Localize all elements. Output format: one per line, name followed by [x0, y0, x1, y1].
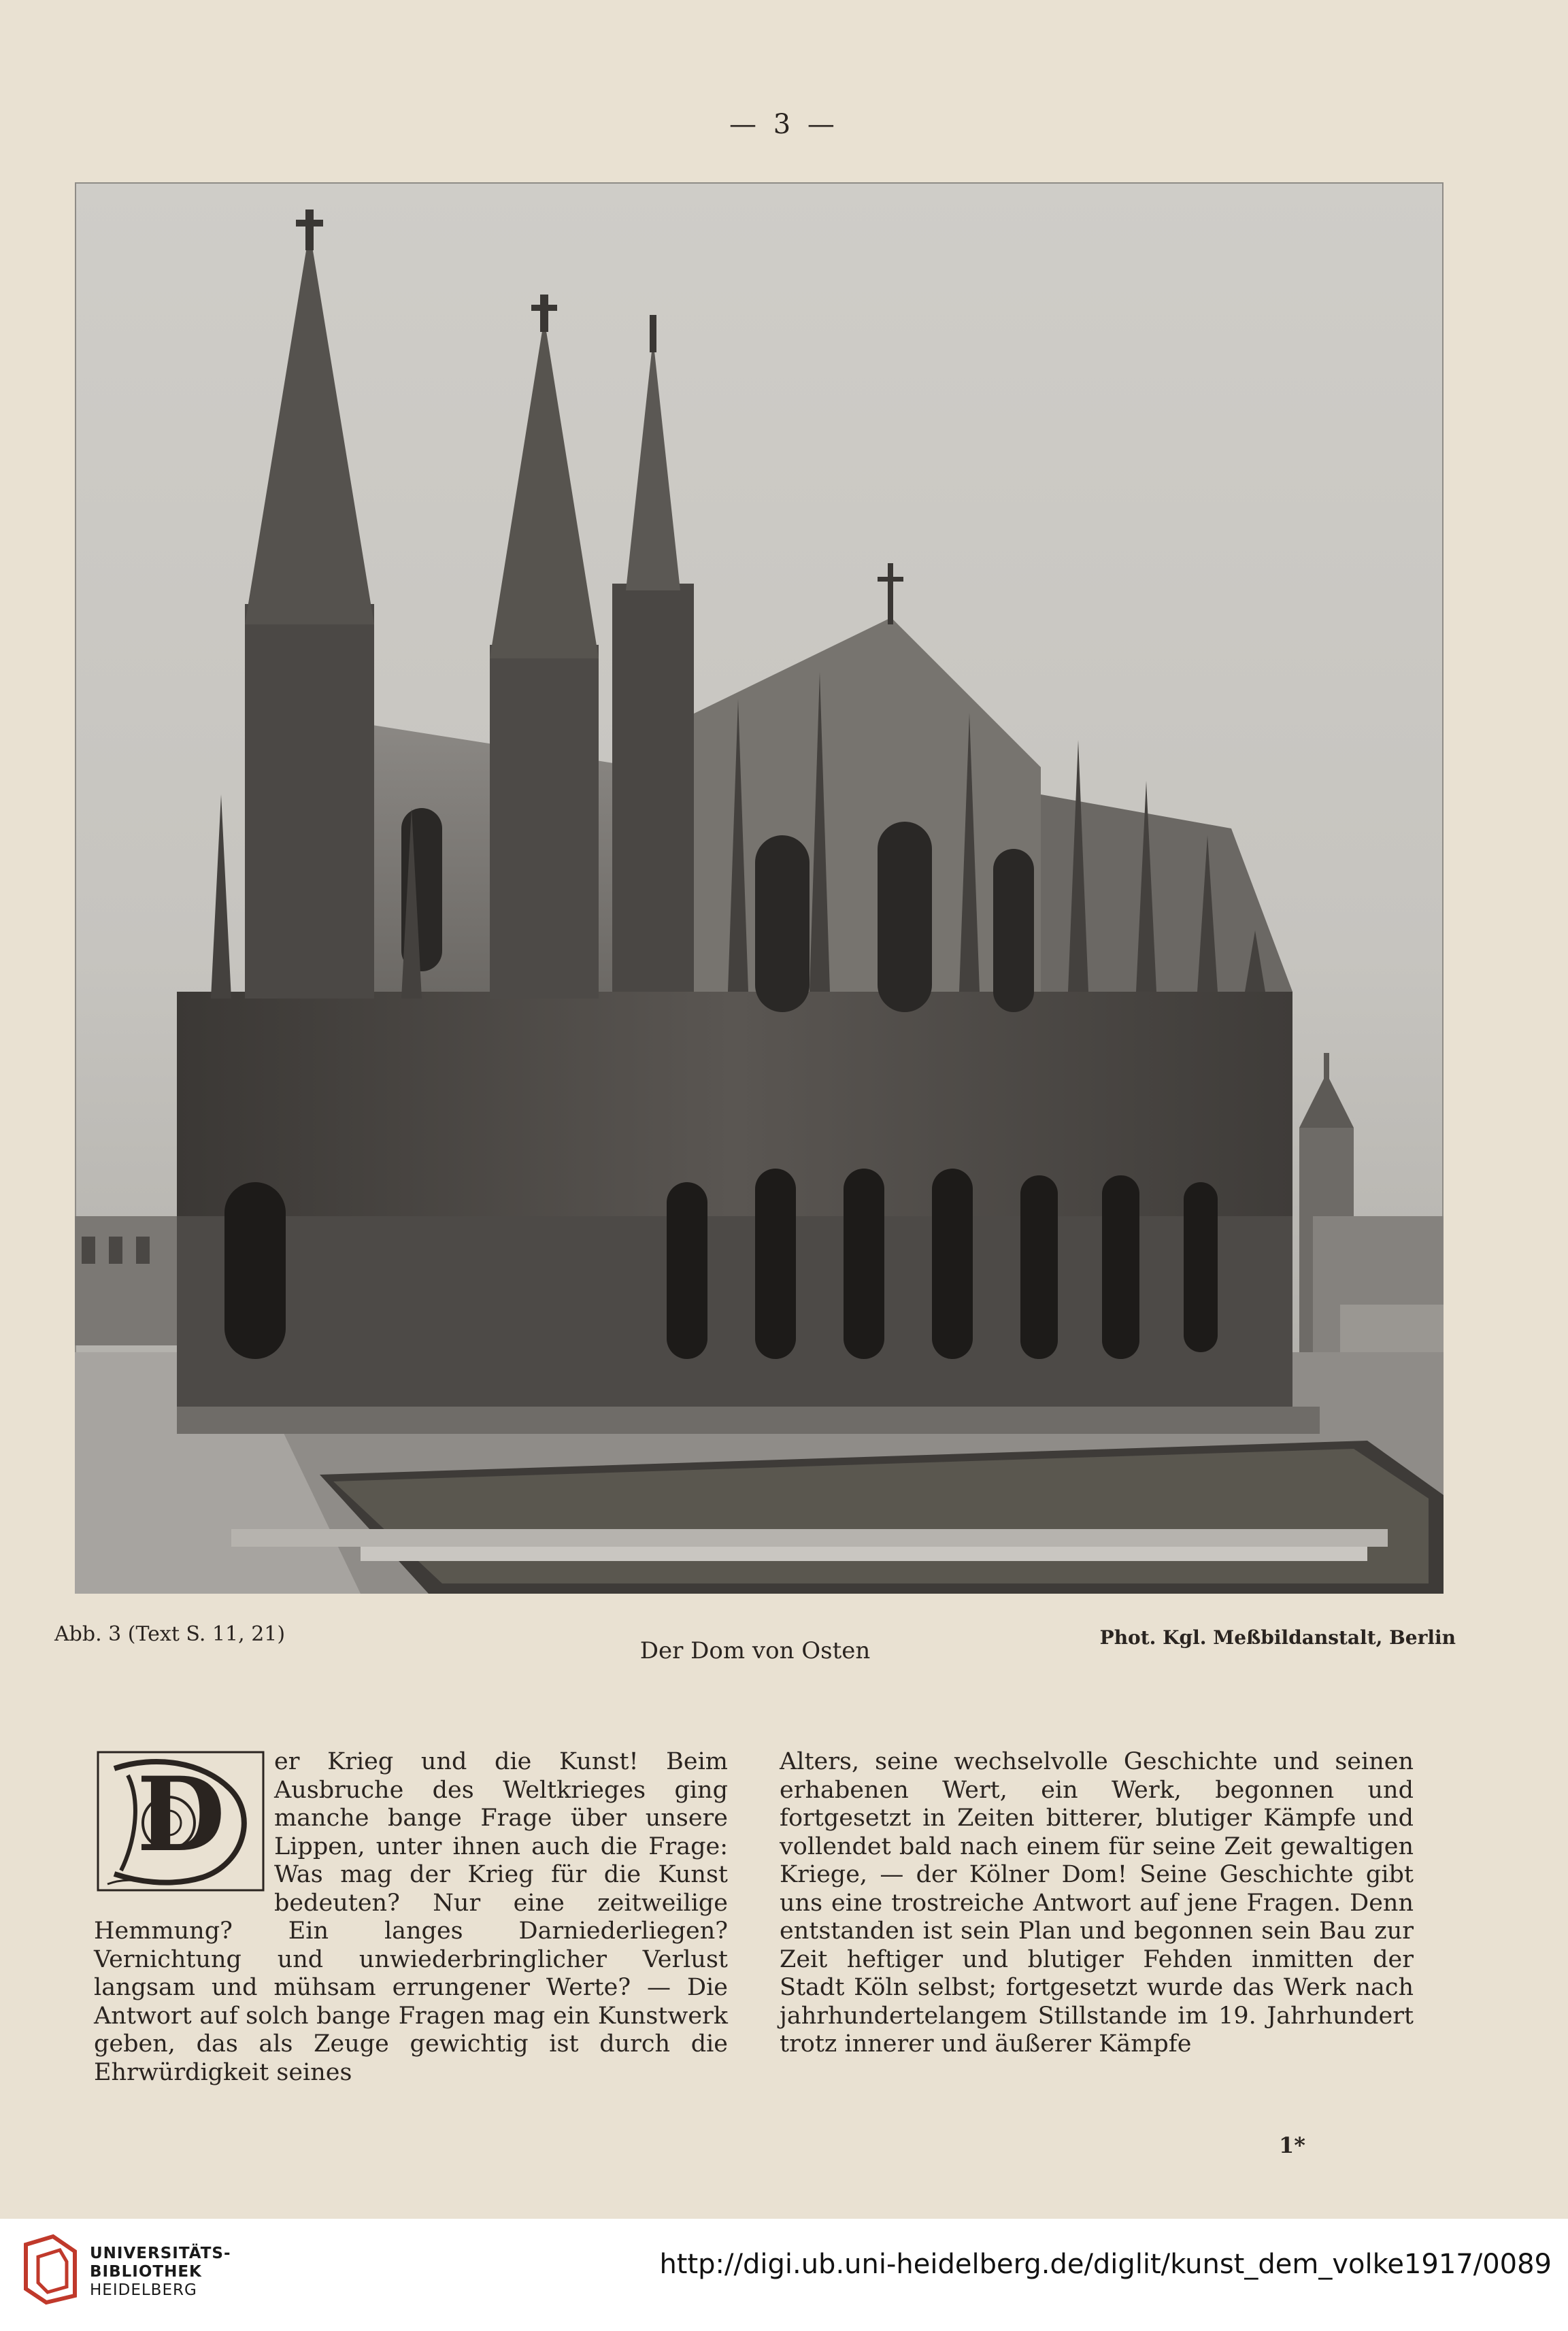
library-name	[90, 2245, 231, 2300]
library-logo-icon	[19, 2231, 82, 2306]
library-name-line1: UNIVERSITÄTS-	[90, 2245, 231, 2262]
article-text	[94, 1748, 1414, 2102]
figure-caption-row	[54, 1622, 1456, 1670]
library-name-line2: BIBLIOTHEK	[90, 2263, 202, 2281]
figure-label: Abb. 3 (Text S. 11, 21)	[54, 1622, 286, 1646]
text-column-right	[780, 1748, 1414, 2102]
signature-mark: 1*	[1279, 2132, 1305, 2158]
paragraph-right: Alters, seine wechselvolle Geschichte und seinen erhabenen Wert, ein Werk, begonnen und fortgesetzt in Zeiten bitterer, blutiger Kämpfe und vollendet bald nach einem für seine Zeit gewaltigen Kriege, — der Kölner Dom! Seine Geschichte gibt uns eine trostreiche Antwort auf jene Fragen. Denn entstanden ist sein Plan und begonnen sein Bau zur Zeit heftiger und blutiger Fehden inmitten der Stadt Köln selbst; fortgesetzt wurde das Werk nach jahrhundertelangem Stillstande im 19. Jahrhundert trotz innerer und äußerer Kämpfe	[780, 1748, 1414, 2058]
library-footer	[0, 2219, 1568, 2331]
drop-cap-initial	[94, 1748, 267, 1894]
cathedral-photo	[75, 182, 1444, 1594]
drop-cap-letter: D	[136, 1755, 226, 1875]
page-number: — 3 —	[729, 109, 839, 140]
photo-credit: Phot. Kgl. Meßbildanstalt, Berlin	[1099, 1626, 1456, 1649]
figure-caption: Der Dom von Osten	[639, 1637, 871, 1664]
source-url-link[interactable]: http://digi.ub.uni-heidelberg.de/diglit/kunst_dem_volke1917/0089	[659, 2249, 1552, 2280]
library-name-line3: HEIDELBERG	[90, 2281, 197, 2299]
text-column-left	[94, 1748, 728, 2102]
paragraph-left: er Krieg und die Kunst! Beim Ausbruche des Weltkrieges ging manche bange Frage über unsere Lippen, unter ihnen auch die Frage: Was mag der Krieg für die Kunst bedeuten? Nur eine zeitweilige Hemmung? Ein langes Darniederliegen? Vernichtung und unwiederbringlicher Verlust langsam und mühsam errungener Werte? — Die Antwort auf solch bange Fragen mag ein Kunstwerk geben, das als Zeuge gewichtig ist durch die Ehrwürdigkeit seines	[94, 1748, 728, 2086]
